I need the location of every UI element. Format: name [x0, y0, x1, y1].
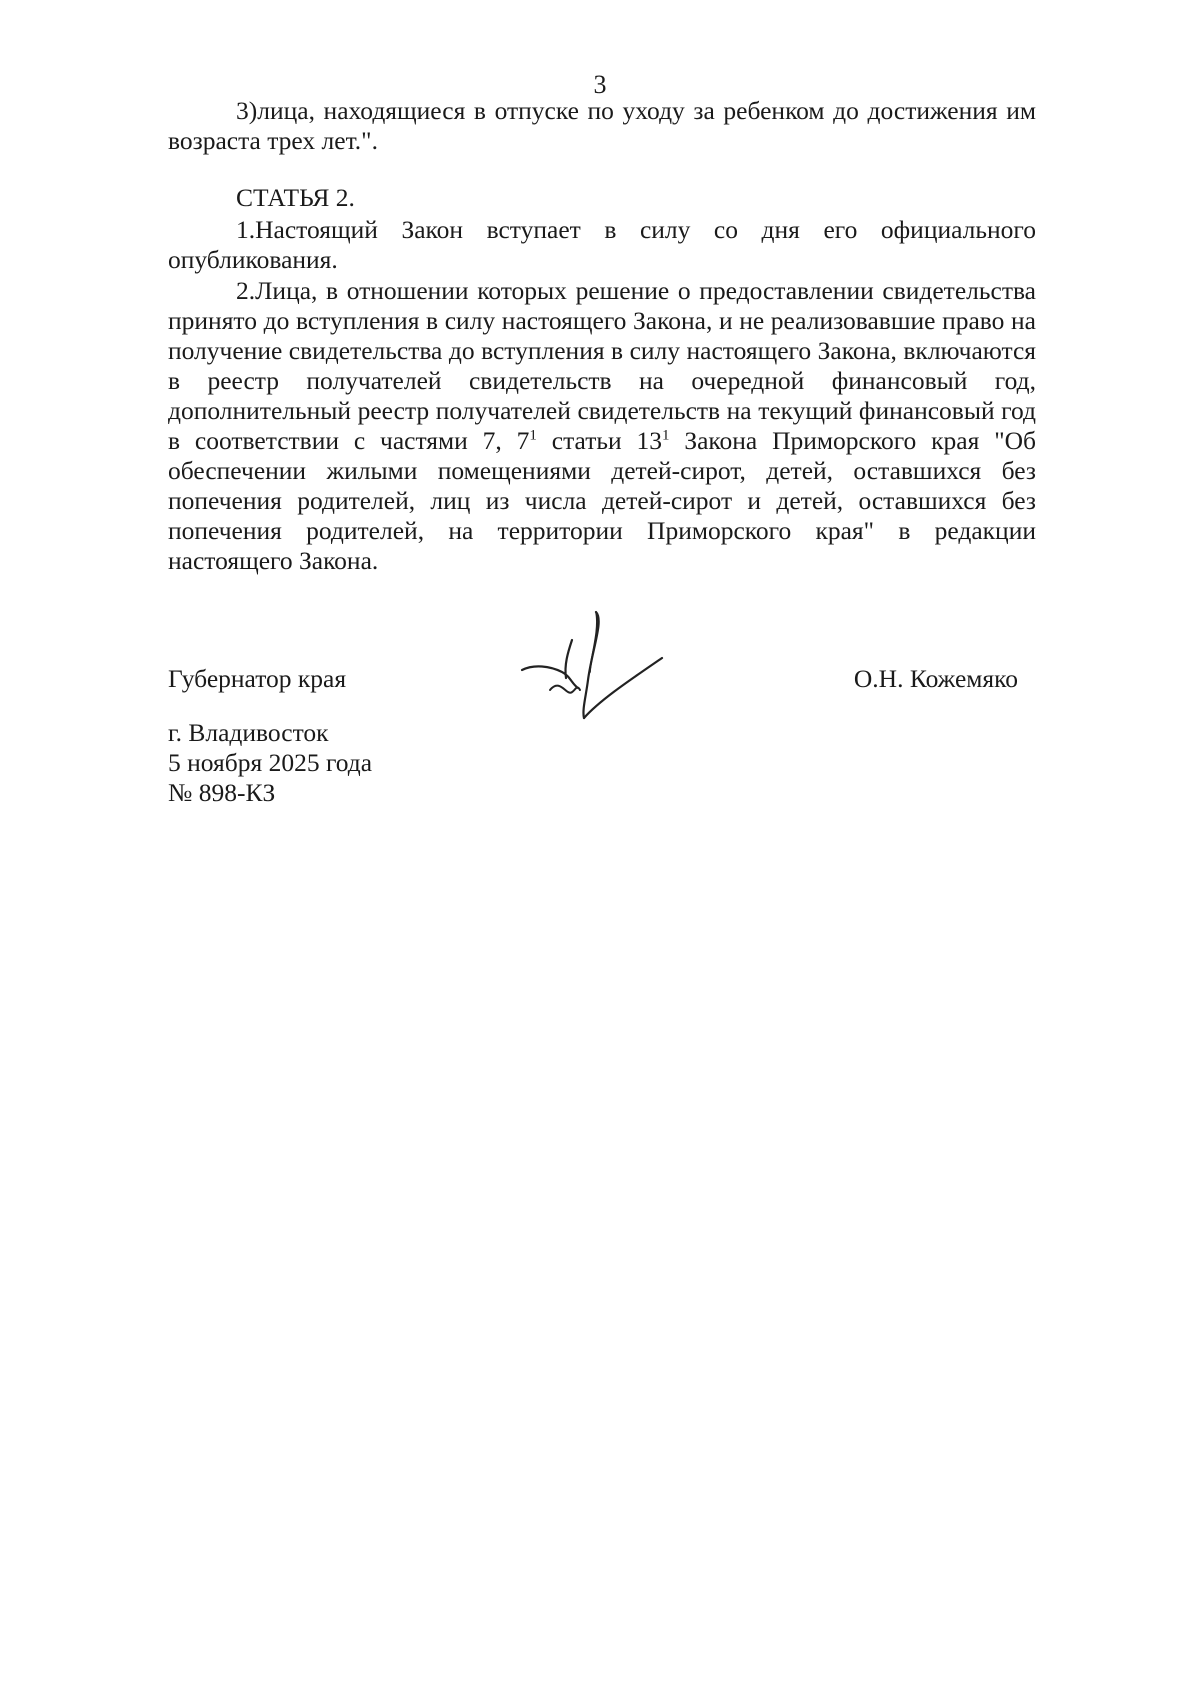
signatory-name: О.Н. Кожемяко: [853, 664, 1018, 693]
superscript-2: 1: [661, 427, 670, 444]
item-3-paragraph: [168, 96, 1036, 156]
document-footer: [168, 718, 372, 808]
paragraph-2-part-2: статьи 13: [536, 426, 662, 455]
page-number: 3: [593, 70, 607, 99]
signatory-position: Губернатор края: [168, 664, 347, 693]
paragraph-1-text: 1.Настоящий Закон вступает в силу со дня его официального опубликования.: [168, 215, 1036, 274]
paragraph-2-part-1: 2.Лица, в отношении которых решение о предоставлении свидетельства принято до вступления в силу настоящего Закона, и не реализовавшие право на получение свидетельства до вступления в силу настоящего Закона, включаются в реестр получателей свидетельств на очередной финансовый год, дополнительный реестр получателей свидетельств на текущий финансовый год в соответствии с частями 7, 7: [168, 276, 1036, 455]
superscript-1: 1: [529, 427, 537, 444]
paragraph-2-text: [168, 276, 1036, 576]
footer-date: 5 ноября 2025 года: [168, 748, 373, 777]
footer-number: № 898-КЗ: [168, 778, 276, 807]
item-3-text: 3)лица, находящиеся в отпуске по уходу за ребенком до достижения им возраста трех лет.".: [168, 96, 1036, 155]
article-paragraph-2: [168, 276, 1036, 576]
article-heading: СТАТЬЯ 2.: [236, 183, 355, 212]
article-paragraph-1: [168, 215, 1036, 275]
handwritten-signature: [520, 610, 670, 725]
footer-city: г. Владивосток: [168, 718, 329, 747]
paragraph-2-part-3: Закона Приморского края "Об обеспечении жилыми помещениями детей-сирот, детей, оставшихся без попечения родителей, лиц из числа детей-сирот и детей, оставшихся без попечения родителей, на территории Приморского края" в редакции настоящего Закона.: [168, 426, 1036, 575]
